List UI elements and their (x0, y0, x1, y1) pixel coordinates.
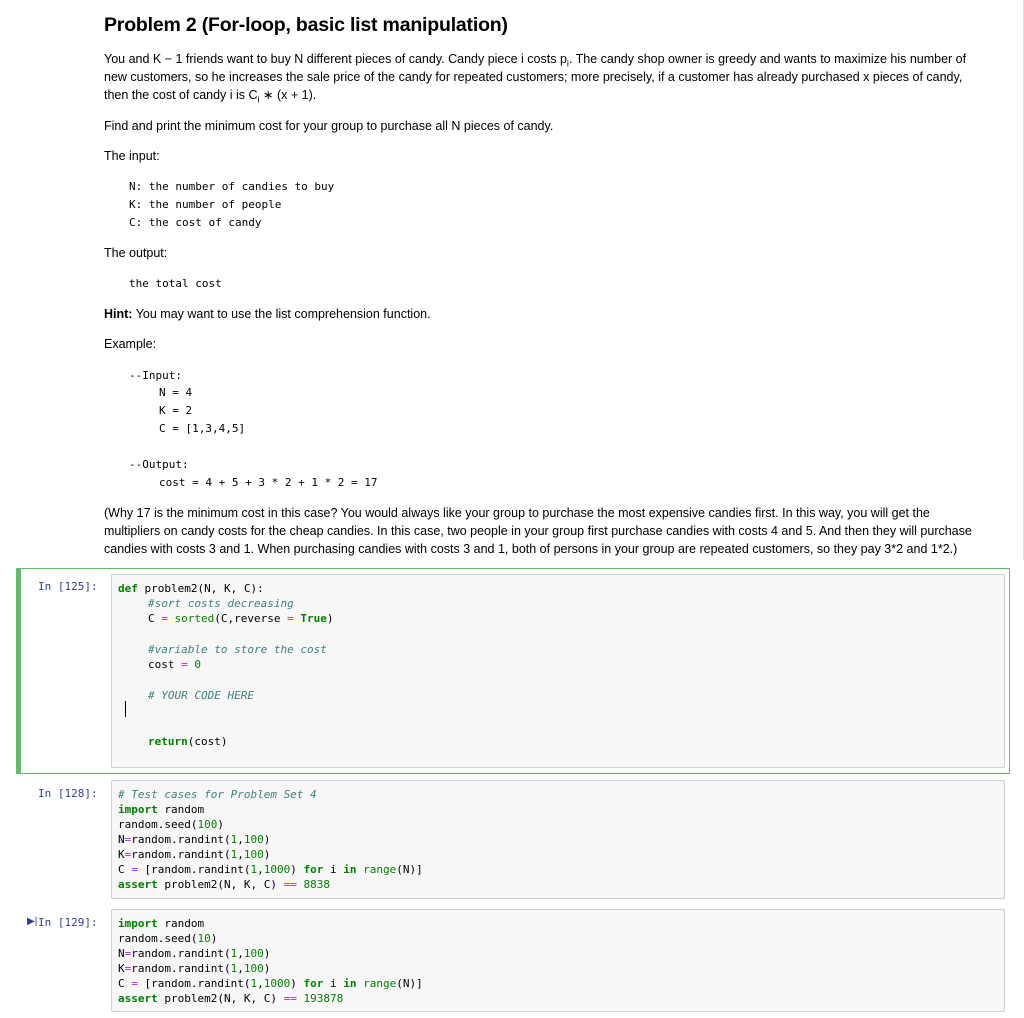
code-line: N=random.randint(1,100) (118, 833, 271, 846)
code-line: #sort costs decreasing (148, 597, 294, 610)
text-cursor (125, 701, 126, 717)
why-line-3: candies with costs 3 and 1. When purchasing candies with costs 3 and 1, both of persons in your group are repeated customers, so they pay 3*2 and 1*2.) (104, 542, 958, 556)
example-input-label: --Input: (129, 369, 182, 382)
cell-prompt: In [128]: (38, 787, 98, 800)
example-input-n: N = 4 (159, 386, 193, 399)
intro-line-1: You and K − 1 friends want to buy N different pieces of candy. Candy piece i costs $p_i$. The candy shop owner is greedy and wants to maximize his number of (104, 52, 967, 69)
code-editor-129[interactable] (111, 909, 1005, 1012)
example-input-c: C = [1,3,4,5] (159, 422, 246, 435)
input-line-n: N: the number of candies to buy (129, 180, 335, 193)
input-line-k: K: the number of people (129, 198, 282, 211)
code-line: K=random.randint(1,100) (118, 962, 271, 975)
code-line: def problem2(N, K, C): (118, 582, 264, 595)
code-line: C = [random.randint(1,1000) for i in range(N)] (118, 863, 423, 876)
output-heading: The output: (104, 246, 168, 260)
code-line: random.seed(10) (118, 932, 218, 945)
example-input-k: K = 2 (159, 404, 193, 417)
example-heading: Example: (104, 337, 157, 351)
code-line: N=random.randint(1,100) (118, 947, 271, 960)
example-output-label: --Output: (129, 458, 189, 471)
output-line: the total cost (129, 277, 222, 290)
example-output-line: cost = 4 + 5 + 3 * 2 + 1 * 2 = 17 (159, 476, 378, 489)
why-line-1: (Why 17 is the minimum cost in this case? You would always like your group to purchase the most expensive candies first. In this way, you will get the (104, 506, 930, 520)
cell-prompt: In [125]: (38, 580, 98, 593)
code-line: return(cost) (148, 735, 228, 748)
code-line: #variable to store the cost (148, 643, 327, 656)
problem-title: Problem 2 (For-loop, basic list manipulation) (104, 14, 508, 36)
code-line: cost = 0 (148, 658, 201, 671)
code-line: K=random.randint(1,100) (118, 848, 271, 861)
code-editor-125[interactable] (111, 574, 1005, 768)
cell-prompt: In [129]: (38, 916, 98, 929)
why-line-2: multipliers on candy costs for the cheap candies. In this case, two people in your group first purchase candies with costs 4 and 5. And then they will purchase (104, 524, 972, 538)
input-heading: The input: (104, 149, 160, 163)
hint: Hint: You may want to use the list comprehension function. (104, 307, 431, 321)
code-line: assert problem2(N, K, C) == 193878 (118, 992, 344, 1005)
find-text: Find and print the minimum cost for your group to purchase all N pieces of candy. (104, 119, 554, 133)
run-cell-icon[interactable]: ▶| (27, 916, 38, 927)
code-line: # Test cases for Problem Set 4 (118, 788, 317, 801)
code-line: import random (118, 803, 205, 816)
intro-line-3: then the cost of candy i is $C_i$ ∗ (x + 1). (104, 88, 317, 105)
code-line: C = [random.randint(1,1000) for i in range(N)] (118, 977, 423, 990)
code-line: random.seed(100) (118, 818, 224, 831)
intro-line-2: new customers, so he increases the sale price of the candy for repeated customers; more precisely, if a customer has already purchased x pieces of candy, (104, 70, 963, 84)
code-editor-128[interactable] (111, 780, 1005, 899)
code-line: C = sorted(C,reverse = True) (148, 612, 334, 625)
code-line: # YOUR CODE HERE (148, 689, 254, 702)
code-line: assert problem2(N, K, C) == 8838 (118, 878, 330, 891)
input-line-c: C: the cost of candy (129, 216, 262, 229)
code-line: import random (118, 917, 205, 930)
